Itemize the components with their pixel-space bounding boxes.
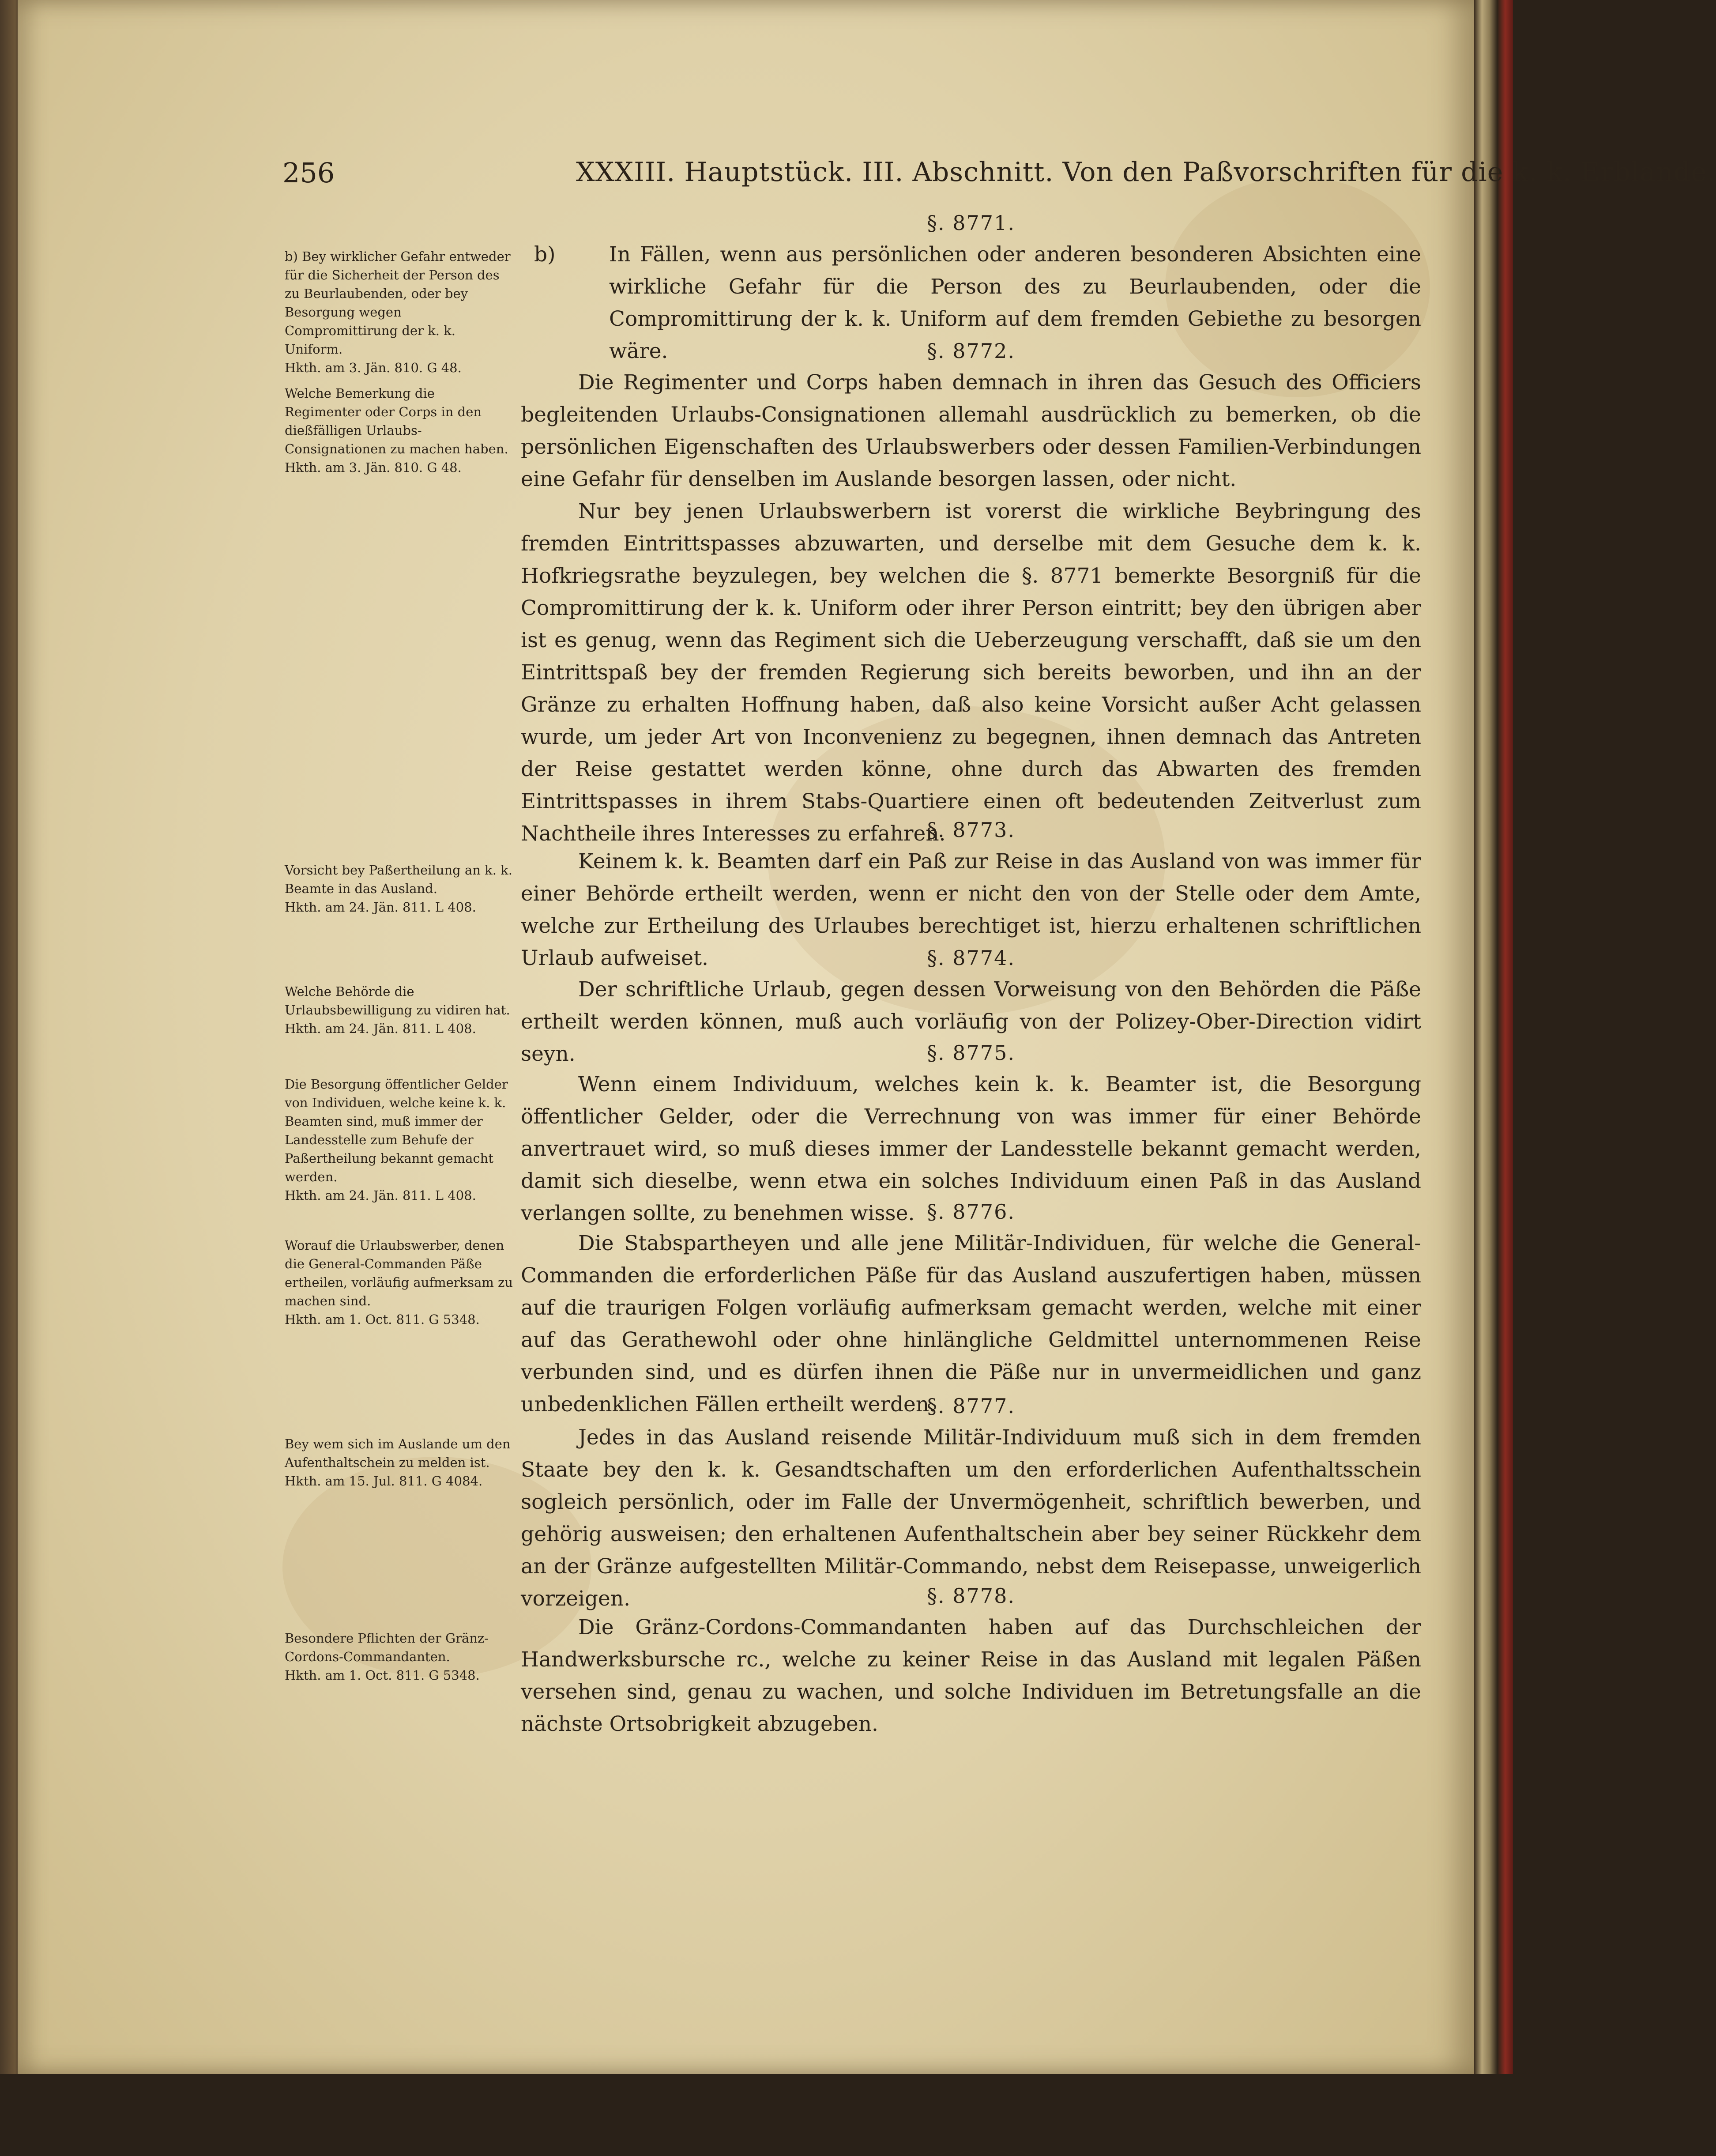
margin-note-text: Welche Behörde die Urlaubsbewilligung zu vidiren hat. <box>285 984 510 1018</box>
margin-note <box>285 384 514 477</box>
margin-note <box>285 247 514 377</box>
paragraph: Keinem k. k. Beamten darf ein Paß zur Reise in das Ausland von was immer für einer Behörde ertheilt werden, wenn er nicht den von der Stelle oder dem Amte, welche zur Ertheilung des Urlaubes berechtiget ist, hierzu erhaltenen schriftlichen Urlaub aufweiset. <box>521 849 1421 970</box>
margin-note <box>285 1435 514 1490</box>
margin-note-ref: Hkth. am 15. Jul. 811. G 4084. <box>285 1474 483 1489</box>
section <box>521 1196 1421 1421</box>
margin-note-ref: Hkth. am 24. Jän. 811. L 408. <box>285 1021 476 1036</box>
section <box>521 1580 1421 1740</box>
section-number: §. 8774. <box>927 946 1015 970</box>
page-edge <box>1474 0 1513 2074</box>
margin-note-text: Welche Bemerkung die Regimenter oder Corps in den dießfälligen Urlaubs-Consignationen zu machen haben. <box>285 386 508 456</box>
section-number: §. 8775. <box>927 1041 1015 1065</box>
margin-note-ref: Hkth. am 3. Jän. 810. G 48. <box>285 460 462 475</box>
margin-note-text: Vorsicht bey Paßertheilung an k. k. Beamte in das Ausland. <box>285 863 512 896</box>
section <box>521 335 1421 850</box>
margin-note <box>285 1075 514 1205</box>
section-number: §. 8776. <box>927 1200 1015 1224</box>
running-head: XXXIII. Hauptstück. III. Abschnitt. Von den Paßvorschriften für die k. k. Erblande. <box>576 157 1716 188</box>
margin-note-text: Die Besorgung öffentlicher Gelder von Individuen, welche keine k. k. Beamten sind, muß immer der Landesstelle zum Behufe der Paßertheilung bekannt gemacht werden. <box>285 1077 508 1184</box>
margin-note-ref: Hkth. am 3. Jän. 810. G 48. <box>285 360 462 375</box>
page-number: 256 <box>282 157 335 189</box>
item-label: b) <box>534 242 556 267</box>
margin-note <box>285 982 514 1038</box>
paragraph: Die Stabspartheyen und alle jene Militär-Individuen, für welche die General-Commanden die erforderlichen Päße für das Ausland auszufertigen haben, müssen auf die traurigen Folgen vorläufig aufmerksam gemacht werden, welche mit einer auf das Gerathewohl oder ohne hinlängliche Geldmittel unternommenen Reise verbunden sind, und es dürfen ihnen die Päße nur in unvermeidlichen und ganz unbedenklichen Fällen ertheilt werden. <box>521 1231 1421 1417</box>
margin-note-ref: Hkth. am 1. Oct. 811. G 5348. <box>285 1668 480 1683</box>
section-number: §. 8771. <box>927 211 1015 235</box>
margin-note-text: Bey wem sich im Auslande um den Aufenthaltschein zu melden ist. <box>285 1436 511 1470</box>
margin-note <box>285 1629 514 1685</box>
paragraph: Der schriftliche Urlaub, gegen dessen Vorweisung von den Behörden die Päße ertheilt werden können, muß auch vorläufig von der Polizey-Ober-Direction vidirt seyn. <box>521 977 1421 1066</box>
section-number: §. 8777. <box>927 1394 1015 1418</box>
margin-note-text: Besondere Pflichten der Gränz-Cordons-Commandanten. <box>285 1631 489 1664</box>
page-header <box>282 152 1716 201</box>
section-number: §. 8773. <box>927 818 1015 842</box>
margin-note <box>285 861 514 916</box>
margin-note-text: Worauf die Urlaubswerber, denen die General-Commanden Päße ertheilen, vorläufig aufmerksam zu machen sind. <box>285 1238 513 1308</box>
section-number: §. 8778. <box>927 1584 1015 1608</box>
item-text: In Fällen, wenn aus persönlichen oder anderen besonderen Absichten eine wirkliche Gefahr für die Person des zu Beurlaubenden, oder die Compromittirung der k. k. Uniform auf dem fremden Gebiethe zu besorgen wäre. <box>609 242 1421 363</box>
paragraph: Nur bey jenen Urlaubswerbern ist vorerst die wirkliche Beybringung des fremden Eintrittspasses abzuwarten, und derselbe mit dem Gesuche dem k. k. Hofkriegsrathe beyzulegen, bey welchen die §. 8771 bemerkte Besorgniß für die Compromittirung der k. k. Uniform oder ihrer Person eintritt; bey den übrigen aber ist es genug, wenn das Regiment sich die Ueberzeugung verschafft, daß sie um den Eintrittspaß bey der fremden Regierung sich bereits beworben, und ihn an der Gränze zu erhalten Hoffnung haben, daß also keine Vorsicht außer Acht gelassen wurde, um jeder Art von Inconvenienz zu begegnen, ihnen demnach das Antreten der Reise gestattet werden könne, ohne durch das Abwarten des fremden Eintrittspasses in ihrem Stabs-Quartiere einen oft bedeutenden Zeitverlust zum Nachtheile ihres Interesses zu erfahren. <box>521 499 1421 846</box>
paragraph: Jedes in das Ausland reisende Militär-Individuum muß sich in dem fremden Staate bey den k. k. Gesandtschaften um den erforderlichen Aufenthaltsschein sogleich persönlich, oder im Falle der Unvermögenheit, schriftlich bewerben, und gehörig ausweisen; den erhaltenen Aufenthaltschein aber bey seiner Rückkehr dem an der Gränze aufgestellten Militär-Commando, nebst dem Reisepasse, unweigerlich vorzeigen. <box>521 1425 1421 1611</box>
paragraph: Die Gränz-Cordons-Commandanten haben auf das Durchschleichen der Handwerksbursche rc., welche zu keiner Reise in das Ausland mit legalen Päßen versehen sind, genau zu wachen, und solche Individuen im Betretungsfalle an die nächste Ortsobrigkeit abzugeben. <box>521 1615 1421 1736</box>
margin-note-ref: Hkth. am 24. Jän. 811. L 408. <box>285 1188 476 1203</box>
margin-note-ref: Hkth. am 24. Jän. 811. L 408. <box>285 900 476 915</box>
margin-note <box>285 1236 514 1329</box>
section-number: §. 8772. <box>927 339 1015 363</box>
paragraph: Die Regimenter und Corps haben demnach in ihren das Gesuch des Officiers begleitenden Urlaubs-Consignationen allemahl ausdrücklich zu bemerken, ob die persönlichen Eigenschaften des Urlaubswerbers oder dessen Familien-Verbindungen eine Gefahr für denselben im Auslande besorgen lassen, oder nicht. <box>521 370 1421 491</box>
margin-note-ref: Hkth. am 1. Oct. 811. G 5348. <box>285 1312 480 1327</box>
margin-note-text: b) Bey wirklicher Gefahr entweder für die Sicherheit der Person des zu Beurlaubenden, oder bey Besorgung wegen Compromittirung der k. k. Uniform. <box>285 249 511 357</box>
paragraph: Wenn einem Individuum, welches kein k. k. Beamter ist, die Besorgung öffentlicher Gelder, oder die Verrechnung von was immer für einer Behörde anvertrauet wird, so muß dieses immer der Landesstelle bekannt gemacht werden, damit sich dieselbe, wenn etwa ein solches Individuum einen Paß in das Ausland verlangen sollte, zu benehmen wisse. <box>521 1072 1421 1225</box>
tailpiece-ornament-icon <box>892 2150 1037 2156</box>
